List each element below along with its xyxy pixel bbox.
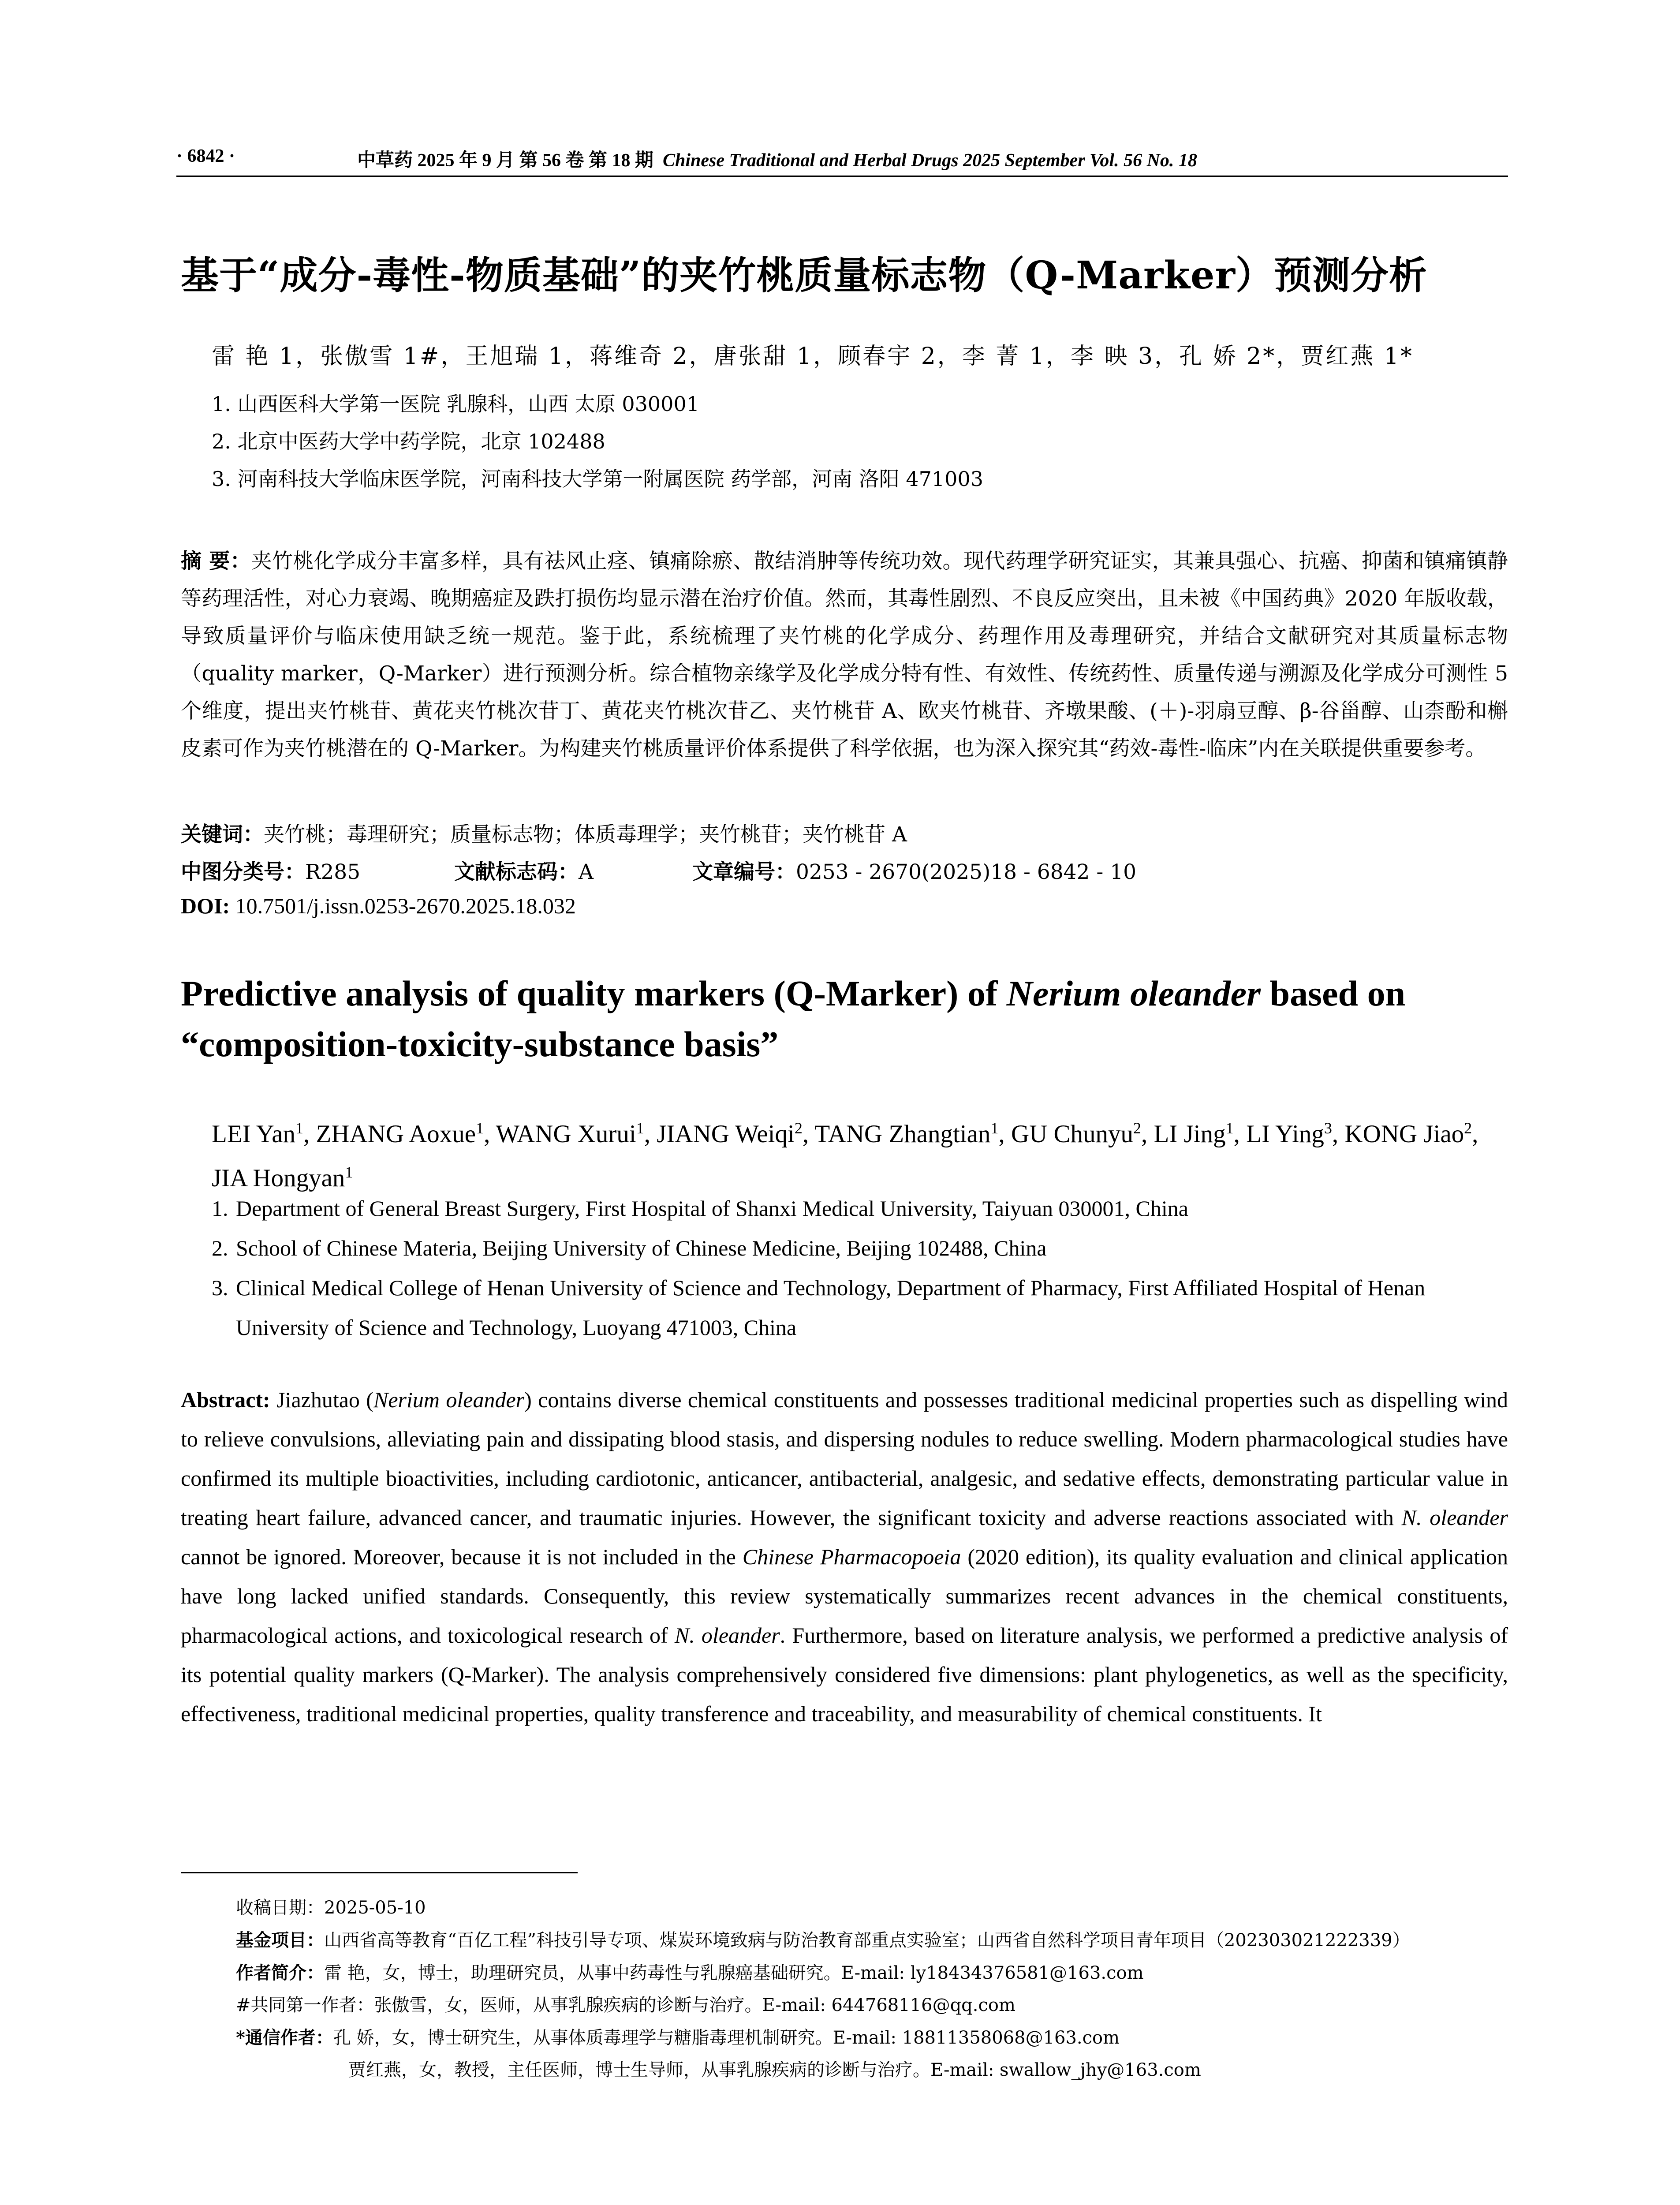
doi-label: DOI: bbox=[181, 893, 230, 918]
cn-affiliation-2: 2. 北京中医药大学中药学院，北京 102488 bbox=[212, 430, 605, 453]
running-header bbox=[176, 140, 1508, 177]
en-title: Predictive analysis of quality markers (Q-Marker) of Nerium oleander based on “composition-toxicity-substance basis” bbox=[181, 973, 1406, 1064]
en-author: ZHANG Aoxue$^1$ bbox=[316, 1119, 484, 1148]
cn-authors: 雷 艳 1，张傲雪 1#，王旭瑞 1，蒋维奇 2，唐张甜 1，顾春宇 2，李 菁 1，李 映 3，孔 娇 2*，贾红燕 1* bbox=[212, 343, 1414, 370]
en-abstract-run: (2020 edition), its quality evaluation and clinical application have long lacked unified standards. Consequently, this review systematically summarizes recent advances in the chemical constituents, pharmacological actions, and toxicological research of bbox=[181, 1544, 1508, 1648]
en-author: GU Chunyu$^2$ bbox=[1011, 1119, 1142, 1148]
cn-keywords-text: 夹竹桃；毒理研究；质量标志物；体质毒理学；夹竹桃苷；夹竹桃苷 A bbox=[264, 822, 907, 847]
en-abstract-label: Abstract: bbox=[181, 1387, 270, 1412]
cn-abstract-text: 夹竹桃化学成分丰富多样，具有祛风止痉、镇痛除瘀、散结消肿等传统功效。现代药理学研究证实，其兼具强心、抗癌、抑菌和镇痛镇静等药理活性，对心力衰竭、晚期癌症及跌打损伤均显示潜在治疗价值。然而，其毒性剧烈、不良反应突出，且未被《中国药典》2020 年版收载，导致质量评价与临床使用缺乏统一规范。鉴于此，系统梳理了夹竹桃的化学成分、药理作用及毒理研究，并结合文献研究对其质量标志物（quality marker，Q-Marker）进行预测分析。综合植物亲缘学及化学成分特有性、有效性、传统药性、质量传递与溯源及化学成分可测性 5 个维度，提出夹竹桃苷、黄花夹竹桃次苷丁、黄花夹竹桃次苷乙、夹竹桃苷 A、欧夹竹桃苷、齐墩果酸、(＋)-羽扇豆醇、β-谷甾醇、山柰酚和槲皮素可作为夹竹桃潜在的 Q-Marker。为构建夹竹桃质量评价体系提供了科学依据，也为深入探究其“药效-毒性-临床”内在关联提供重要参考。 bbox=[181, 549, 1508, 761]
doc-code-value: A bbox=[579, 860, 594, 884]
doi-link[interactable]: 10.7501/j.issn.0253-2670.2025.18.032 bbox=[235, 893, 576, 918]
doi-line bbox=[181, 893, 1508, 919]
fund-info: 基金项目：山西省高等教育“百亿工程”科技引导专项、煤炭环境致病与防治教育部重点实验室；山西省自然科学项目青年项目（202303021222339） bbox=[236, 1930, 1410, 1951]
en-abstract-run: . Furthermore, based on literature analysis, we performed a predictive analysis of its potential quality markers (Q-Marker). The analysis comprehensively considered five dimensions: plant phylogenetics, as well as the specificity, effectiveness, traditional medicinal properties, quality transference and traceability, and measurability of chemical constituents. It bbox=[181, 1623, 1508, 1726]
received-date: 收稿日期：2025-05-10 bbox=[236, 1898, 426, 1918]
en-affiliation-1: 1. Department of General Breast Surgery, First Hospital of Shanxi Medical University, Taiyuan 030001, China bbox=[212, 1196, 1188, 1221]
en-abstract-run: cannot be ignored. Moreover, because it is not included in the bbox=[181, 1544, 743, 1569]
en-affiliation-3: 3. Clinical Medical College of Henan University of Science and Technology, Department of Pharmacy, First Affiliated Hospital of Henan University of Science and Technology, Luoyang 471003, China bbox=[212, 1275, 1426, 1340]
cn-affiliation-1: 1. 山西医科大学第一医院 乳腺科，山西 太原 030001 bbox=[212, 392, 699, 416]
en-author: LI Jing$^1$ bbox=[1154, 1119, 1234, 1148]
cn-abstract-label: 摘 要： bbox=[181, 549, 251, 573]
article-no-value: 0253 - 2670(2025)18 - 6842 - 10 bbox=[796, 860, 1137, 884]
en-author: TANG Zhangtian$^1$ bbox=[814, 1119, 999, 1148]
page-number: · 6842 · bbox=[176, 146, 235, 166]
en-author: JIA Hongyan$^1$ bbox=[212, 1163, 353, 1192]
en-author: LEI Yan$^1$ bbox=[212, 1119, 304, 1148]
cn-keywords bbox=[181, 818, 1508, 848]
en-abstract-run: Chinese Pharmacopoeia bbox=[742, 1544, 961, 1569]
en-author: LI Ying$^3$ bbox=[1246, 1119, 1332, 1148]
en-abstract-run: Nerium oleander bbox=[373, 1387, 525, 1412]
en-abstract-run: N. oleander bbox=[1401, 1505, 1508, 1530]
class-value: R285 bbox=[305, 860, 361, 884]
en-author: WANG Xurui$^1$ bbox=[496, 1119, 644, 1148]
class-label: 中图分类号： bbox=[181, 860, 305, 884]
en-abstract-run: N. oleander bbox=[674, 1623, 780, 1648]
cn-classification bbox=[181, 856, 1508, 882]
en-affiliation-2: 2. School of Chinese Materia, Beijing University of Chinese Medicine, Beijing 102488, China bbox=[212, 1236, 1047, 1260]
en-abstract-run: ) contains diverse chemical constituents and possesses traditional medicinal properties such as dispelling wind to relieve convulsions, alleviating pain and dissipating blood stasis, and dispersing nodules to reduce swelling. Modern pharmacological studies have confirmed its multiple bioactivities, including cardiotonic, anticancer, antibacterial, analgesic, and sedative effects, demonstrating particular value in treating heart failure, advanced cancer, and traumatic injuries. However, the significant toxicity and adverse reactions associated with bbox=[181, 1387, 1508, 1530]
en-authors: LEI Yan$^1$, ZHANG Aoxue$^1$, WANG Xurui$^1$, JIANG Weiqi$^2$, TANG Zhangtian$^1$, GU Chunyu$^2$, LI Jing$^1$, LI Ying$^3$, KONG Jiao$^2$, JIA Hongyan$^1$ bbox=[212, 1119, 1478, 1192]
cn-abstract bbox=[181, 542, 1508, 767]
corresponding-author-2: 贾红燕，女，教授，主任医师，博士生导师，从事乳腺疾病的诊断与治疗。E-mail: swallow_jhy@163.com bbox=[348, 2060, 1201, 2080]
footnote-divider bbox=[181, 1872, 578, 1873]
co-first-author: #共同第一作者：张傲雪，女，医师，从事乳腺疾病的诊断与治疗。E-mail: 644768116@qq.com bbox=[236, 1995, 1015, 2015]
journal-cn: 中草药 2025 年 9 月 第 56 卷 第 18 期 bbox=[357, 150, 654, 171]
footnotes bbox=[236, 1892, 1506, 2086]
en-author: KONG Jiao$^2$ bbox=[1344, 1119, 1472, 1148]
journal-info bbox=[357, 146, 1197, 172]
journal-en: Chinese Traditional and Herbal Drugs 2025 September Vol. 56 No. 18 bbox=[663, 150, 1197, 171]
cn-affiliation-3: 3. 河南科技大学临床医学院，河南科技大学第一附属医院 药学部，河南 洛阳 471003 bbox=[212, 467, 983, 491]
en-abstract-run: Jiazhutao ( bbox=[270, 1387, 373, 1412]
doc-code-label: 文献标志码： bbox=[454, 860, 579, 884]
en-abstract bbox=[181, 1380, 1508, 1734]
cn-title: 基于“成分-毒性-物质基础”的夹竹桃质量标志物（Q-Marker）预测分析 bbox=[181, 253, 1427, 298]
author-bio: 作者简介：雷 艳，女，博士，助理研究员，从事中药毒性与乳腺癌基础研究。E-mail: ly18434376581@163.com bbox=[236, 1962, 1144, 1983]
en-title-species: Nerium oleander bbox=[1006, 973, 1261, 1013]
cn-keywords-label: 关键词： bbox=[181, 822, 264, 847]
corresponding-author: *通信作者：孔 娇，女，博士研究生，从事体质毒理学与糖脂毒理机制研究。E-mail: 18811358068@163.com bbox=[236, 2027, 1120, 2048]
article-no-label: 文章编号： bbox=[692, 860, 796, 884]
en-author: JIANG Weiqi$^2$ bbox=[657, 1119, 803, 1148]
